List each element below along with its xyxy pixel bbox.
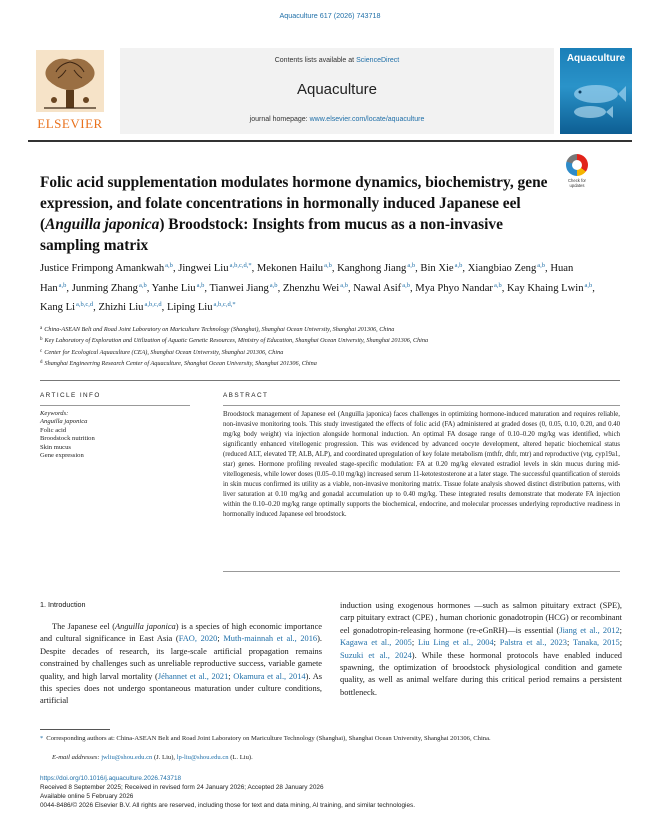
author-name: Huan Han: [40, 263, 574, 294]
email-owner-2: (L. Liu).: [228, 754, 253, 761]
abstract-bottom-rule: [223, 571, 620, 572]
author-affiliation-marker[interactable]: a,b,c,d: [76, 301, 94, 308]
author-affiliation-marker[interactable]: a,b: [584, 281, 593, 289]
abstract-heading: ABSTRACT: [223, 392, 269, 399]
contents-line: [120, 57, 554, 64]
title-part-2: ) Broodstock: Insights from mucus as a non-invasive sampling matrix: [40, 216, 503, 254]
citation-link[interactable]: Suzuki et al., 2024: [340, 650, 412, 660]
author-affiliation-marker[interactable]: a,b: [493, 281, 502, 289]
journal-name: Aquaculture: [296, 81, 378, 98]
journal-citation[interactable]: Aquaculture 617 (2026) 743718: [279, 11, 381, 20]
citation-link[interactable]: Kagawa et al., 2005: [340, 638, 412, 648]
abstract-text: Broodstock management of Japanese eel (Anguilla japonica) faces challenges in optimizing hormone-induced maturation and requires reliable, non-invasive monitoring tools. This study investigated the effects of folic acid (FA) administered at graded doses (0, 0.05, 0.10, 0.20, and 0.40 mg/kg body weight) via injection alongside hormonal induction. An optimal FA dosage range of 0.10–0.20 mg/kg was identified, which significantly enhanced vitellogenic progression. This was evidenced by advanced oocyte development, altered hepatic biochemical status (reduced ALT, elevated TP, ALB, ALP), and coordinated upregulation of key folate metabolism (mthfr, dhfr, mtr) and reproductive (vtg, cyp19a1, star) genes. Hormone profiling revealed stage-specific modulation: FA at 0.20 mg/kg elevated estradiol levels in skin mucus during mid-vitellogenesis, while lower doses (0.05–0.10 mg/kg) increased serum 11-ketotestosterone at a later stage. The successful quantification of steroids in skin mucus confirmed its utility as a viable, non-invasive monitoring matrix. Tissue folate analysis showed distinct distribution patterns, with liver saturation at 0.10 mg/kg and gonadal accumulation up to 0.40 mg/kg. These integrated results demonstrate that moderate FA injection within the 0.10–0.20 mg/kg range optimally supports the biochemical, endocrine, and molecular processes underlying reproductive readiness in hormonally induced Japanese eel broodstock.: [223, 411, 620, 519]
author[interactable]: [337, 263, 415, 274]
journal-masthead: [28, 48, 632, 134]
author-list: Justice Frimpong Amankwah$^{a,b}$, Jingwei Liu$^{a,b,c,d,*}$, Mekonen Hailu$^{a,b}$, Kanghong Jiang$^{a,b}$, Bin Xie$^{a,b}$, Xiangbiao Zeng$^{a,b}$, Huan Han$^{a,b}$, Junming Zhang$^{a,b}$, Yanhe Liu$^{a,b}$, Tianwei Jiang$^{a,b}$, Zhenzhu Wei$^{a,b}$, Nawal Asif$^{a,b}$, Mya Phyo Nandar$^{a,b}$, Kay Khaing Lwin$^{a,b}$, Kang Li$^{a,b,c,d}$, Zhizhi Liu$^{a,b,c,d}$, Liping Liu$^{a,b,c,d,*}$: [40, 262, 595, 313]
title-part-1: Folic acid supplementation modulates hormone dynamics, biochemistry, gene expression, and folate concentrations in hormonally induced Japanese eel (: [40, 174, 548, 233]
author-name: Justice Frimpong Amankwah: [40, 263, 165, 274]
footnote-marker: *: [40, 735, 44, 742]
citation-link[interactable]: Tanaka, 2015: [572, 638, 620, 648]
cover-title: Aquaculture: [566, 53, 626, 64]
author-affiliation-marker[interactable]: a,b: [537, 262, 546, 269]
affiliation-text: Key Laboratory of Exploration and Utilization of Aquatic Genetic Resources, Ministry of Education, Shanghai Ocean University, Shanghai 201306, China: [44, 337, 429, 345]
homepage-link[interactable]: www.elsevier.com/locate/aquaculture: [309, 116, 425, 123]
keyword-item: Folic acid: [40, 426, 67, 434]
body-text: ;: [217, 634, 224, 644]
affiliation-item: [40, 347, 600, 358]
affiliation-text: China-ASEAN Belt and Road Joint Laboratory on Mariculture Technology (Shanghai), Shanghai Ocean University, Shanghai 201306, China: [44, 326, 395, 333]
author[interactable]: [283, 283, 348, 294]
check-label-line-2: updates: [569, 183, 585, 188]
author-affiliation-marker[interactable]: a,b: [407, 262, 416, 269]
doi-link[interactable]: https://doi.org/10.1016/j.aquaculture.2026.743718: [40, 775, 182, 782]
citation-link[interactable]: FAO, 2020: [178, 634, 218, 644]
sciencedirect-link[interactable]: ScienceDirect: [356, 57, 400, 64]
author-name: Nawal Asif: [353, 282, 402, 294]
author[interactable]: [98, 302, 161, 313]
elsevier-wordmark: ELSEVIER: [37, 116, 103, 131]
author[interactable]: [415, 283, 501, 294]
publication-info: [40, 774, 622, 810]
citation-link[interactable]: Okamura et al., 2014: [233, 671, 306, 681]
footnote-rule: [40, 729, 110, 730]
author[interactable]: [257, 263, 332, 274]
author-affiliation-marker[interactable]: a,b: [340, 281, 348, 289]
body-text: The Japanese eel (: [52, 622, 116, 631]
body-text: induction using exogenous hormones —such as salmon pituitary extract (SPE), carp pituitary extract (CPE) , human chorionic gonadotropin (HCG) or recombinant eel gonadotropin-releasing hormone (re-eGnRH)—is essential (: [340, 601, 622, 635]
author-affiliation-marker[interactable]: a,b: [196, 281, 205, 289]
author[interactable]: [178, 263, 251, 274]
author-name: Mekonen Hailu: [256, 263, 324, 274]
author-affiliation-marker[interactable]: a,b,c,d,*: [229, 262, 252, 269]
author-name: Zhizhi Liu: [98, 302, 144, 313]
homepage-prefix: journal homepage:: [249, 116, 310, 123]
author-name: Yanhe Liu: [151, 282, 196, 294]
author-affiliation-marker[interactable]: a,b: [165, 262, 173, 269]
email-label: E-mail addresses:: [52, 754, 102, 761]
affiliation-item: [40, 324, 600, 335]
abstract-rule: [223, 405, 620, 406]
received-dates: Received 8 September 2025; Received in revised form 24 January 2026; Accepted 28 January 2026: [40, 784, 324, 791]
header-rule: [28, 140, 632, 142]
affiliation-list: [40, 324, 600, 370]
author-affiliation-marker[interactable]: a,b,c,d: [144, 301, 162, 308]
citation-link[interactable]: Palstra et al., 2023: [499, 638, 567, 648]
author-name: Mya Phyo Nandar: [415, 282, 493, 294]
keywords-label: Keywords:: [40, 410, 69, 417]
author-name: Tianwei Jiang: [209, 282, 269, 294]
body-text: ;: [493, 638, 500, 648]
body-text: ). Despite decades of research, its large-scale artificial propagation remains constrained by challenges such as unreliable reproductive success, variable gamete quality, and high larval mortality (: [40, 634, 323, 681]
introduction-heading: 1. Introduction: [40, 600, 86, 609]
abstract-top-rule: [40, 380, 620, 381]
author-name: Xiangbiao Zeng: [467, 263, 537, 274]
body-text: ;: [619, 625, 622, 635]
author[interactable]: [507, 283, 592, 294]
online-date: Available online 5 February 2026: [40, 793, 134, 800]
author[interactable]: [152, 283, 205, 294]
footnote-text: Corresponding authors at: China-ASEAN Belt and Road Joint Laboratory on Mariculture Technology (Shanghai), Shanghai Ocean University, Shanghai 201306, China.: [46, 735, 491, 742]
citation-link[interactable]: Jéhannet et al., 2021: [157, 671, 229, 681]
author-name: Kanghong Jiang: [337, 263, 407, 274]
keyword-item: Broodstock nutrition: [40, 435, 95, 443]
introduction-column-1: [40, 621, 322, 708]
author-affiliation-marker[interactable]: a,b,c,d,*: [213, 301, 236, 308]
affiliation-item: [40, 358, 600, 369]
body-text: ) is a species of high economic importance and cultural significance in East Asia (: [40, 622, 323, 644]
affiliation-marker: d: [40, 360, 43, 366]
author-name: Liping Liu: [166, 302, 213, 313]
body-text: ;: [567, 638, 573, 648]
article-info-rule: [40, 405, 190, 406]
author[interactable]: [167, 302, 236, 313]
check-label-line-1: Check for: [568, 178, 586, 183]
tree-icon: [36, 50, 104, 112]
fish-icon: [566, 74, 626, 126]
author-name: Bin Xie: [420, 263, 454, 274]
article-title: [40, 172, 560, 256]
author-affiliation-marker[interactable]: a,b: [138, 281, 147, 289]
elsevier-logo[interactable]: [28, 48, 112, 134]
author-affiliation-marker[interactable]: a,b: [402, 281, 410, 289]
author-affiliation-marker[interactable]: a,b: [324, 262, 332, 269]
contents-prefix: Contents lists available at: [274, 57, 357, 64]
homepage-line: [120, 116, 554, 123]
author[interactable]: [72, 283, 147, 294]
keyword-item: Anguilla japonica: [40, 418, 88, 425]
author[interactable]: [40, 302, 93, 313]
author-affiliation-marker[interactable]: a,b: [269, 281, 278, 289]
keywords-list: [40, 418, 95, 461]
author[interactable]: [209, 283, 277, 294]
email-owner-1: (J. Liu),: [152, 754, 177, 761]
email-link-2[interactable]: lp-liu@shou.edu.cn: [176, 754, 229, 761]
affiliation-text: Shanghai Engineering Research Center of Aquaculture, Shanghai Ocean University, Shanghai 201306, China: [44, 360, 317, 368]
email-link-1[interactable]: jwliu@shou.edu.cn: [101, 754, 153, 761]
introduction-column-2: [340, 600, 622, 699]
author-name: Kang Li: [40, 302, 76, 313]
species-name: Anguilla japonica: [115, 622, 176, 631]
article-info-heading: ARTICLE INFO: [40, 392, 101, 399]
citation-link[interactable]: Jiang et al., 2012: [559, 625, 620, 635]
body-text: ;: [228, 671, 234, 681]
body-text: ). While these hormonal protocols have enabled induced spawning, the optimization of broodstock physiological condition and gamete quality, as well as animal welfare during this critical period remains a persistent bottleneck.: [340, 650, 622, 697]
copyright-line: 0044-8486/© 2026 Elsevier B.V. All rights are reserved, including those for text and data mining, AI training, and similar technologies.: [40, 802, 415, 809]
affiliation-text: Center for Ecological Aquaculture (CEA), Shanghai Ocean University, Shanghai 201306, China: [44, 348, 284, 356]
author-name: Kay Khaing Lwin: [507, 282, 584, 294]
journal-header: [120, 48, 554, 134]
affiliation-item: [40, 335, 600, 346]
author[interactable]: [40, 263, 173, 274]
email-addresses: [52, 754, 622, 761]
author-affiliation-marker[interactable]: a,b: [58, 281, 67, 289]
title-species: Anguilla japonica: [45, 216, 160, 233]
author-name: Zhenzhu Wei: [282, 282, 340, 294]
citation-link[interactable]: Muth-mainnah et al., 2016: [223, 634, 318, 644]
author[interactable]: [420, 263, 462, 274]
author-affiliation-marker[interactable]: a,b: [454, 262, 463, 269]
author-name: Junming Zhang: [71, 282, 138, 294]
corresponding-author-footnote: [40, 734, 622, 744]
keyword-item: Gene expression: [40, 452, 84, 460]
check-for-updates-label: [562, 178, 592, 188]
body-text: ;: [619, 638, 623, 648]
affiliation-marker: c: [40, 348, 43, 354]
body-text: ;: [411, 638, 418, 648]
affiliation-marker: a: [40, 326, 43, 331]
crossmark-icon: [566, 154, 588, 176]
keyword-item: Skin mucus: [40, 443, 71, 451]
check-for-updates-button[interactable]: [562, 154, 592, 192]
author[interactable]: [353, 283, 410, 294]
journal-cover[interactable]: [560, 48, 632, 134]
affiliation-marker: b: [40, 337, 43, 343]
citation-link[interactable]: Liu Ling et al., 2004: [417, 638, 494, 648]
body-text: ). As this species does not undergo spontaneous maturation under culture conditions, artificial: [40, 671, 323, 706]
author-name: Jingwei Liu: [178, 263, 229, 274]
author[interactable]: [468, 263, 545, 274]
